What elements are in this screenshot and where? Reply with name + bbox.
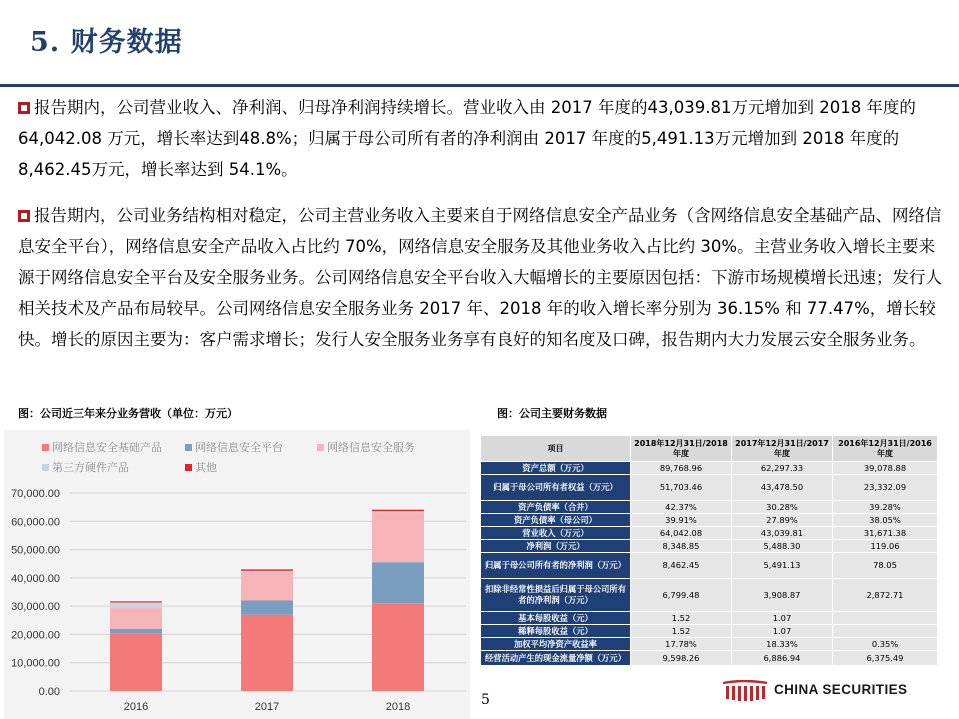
cell-2017: 43,478.50 [732,475,833,501]
x-tick-label: 2018 [385,701,411,713]
row-label: 稀释每股收益（元） [481,625,631,638]
table-row [481,514,938,527]
cell-2018: 42.37% [631,501,732,514]
cell-2018: 8,462.45 [631,553,732,579]
slide-title: 5. 财务数据 [30,27,183,58]
square-bullet-icon [18,210,30,222]
cell-2017: 5,491.13 [732,553,833,579]
bar-segment [372,562,424,603]
x-tick-label: 2017 [254,701,280,713]
y-tick-label: 10,000.00 [11,657,60,670]
col-header-2018: 2018年12月31日/2018 年度 [631,436,732,462]
paragraph-text: 报告期内，公司营业收入、净利润、归母净利润持续增长。营业收入由 2017 年度的43,039.81万元增加到 2018 年度的64,042.08 万元，增长率达到48.8%；归属于母公司所有者的净利润由 2017 年度的5,491.13万元增加到 2018 年度的8,462.45万元，增长率达到 54.1%。 [18,98,916,179]
cell-2016: 39.28% [833,501,938,514]
square-bullet-icon [18,102,30,114]
cell-2016: 38.05% [833,514,938,527]
row-label: 归属于母公司所有者的净利润（万元） [481,553,631,579]
legend-swatch [42,444,49,451]
financial-data-table [480,435,938,666]
x-tick-label: 2016 [123,701,149,713]
revenue-chart-svg [4,430,470,719]
cell-2016: 0.35% [833,638,938,651]
logo-text: CHINA SECURITIES [774,682,908,697]
cell-2017: 5,488.30 [732,540,833,553]
bar-segment [110,602,162,608]
row-label: 营业收入（万元） [481,527,631,540]
cell-2016: 2,872.71 [833,579,938,612]
legend-label: 第三方硬件产品 [52,461,129,474]
cell-2016: 119.06 [833,540,938,553]
table-row [481,625,938,638]
table-row [481,553,938,579]
cell-2018: 39.91% [631,514,732,527]
cell-2017: 6,886.94 [732,651,833,666]
bar-segment [372,512,424,562]
table-row [481,651,938,666]
cell-2018: 64,042.08 [631,527,732,540]
chart-caption: 图：公司近三年来分业务营收（单位：万元） [18,407,238,420]
table-row [481,638,938,651]
y-tick-label: 60,000.00 [11,516,60,529]
bar-segment [241,615,293,691]
bar-segment [372,603,424,691]
legend-label: 网络信息安全平台 [195,441,283,454]
bar-segment [241,569,293,570]
table-row [481,475,938,501]
cell-2016 [833,612,938,625]
table-caption: 图：公司主要财务数据 [497,407,607,420]
table-row [481,462,938,475]
cell-2017: 27.89% [732,514,833,527]
bar-segment [110,633,162,691]
row-label: 净利润（万元） [481,540,631,553]
paragraph-business-structure [18,200,943,355]
cell-2017: 30.28% [732,501,833,514]
y-tick-label: 70,000.00 [11,488,60,500]
cell-2016: 31,671.38 [833,527,938,540]
bar-segment [110,601,162,602]
china-securities-logo-icon [721,680,769,702]
paragraph-text: 报告期内，公司业务结构相对稳定，公司主营业务收入主要来自于网络信息安全产品业务（含网络信息安全基础产品、网络信息安全平台），网络信息安全产品收入占比约 70%，网络信息安全服务及其他业务收入占比约 30%。主营业务收入增长主要来源于网络信息安全平台及安全服务业务。公司网络信息安全平台收入大幅增长的主要原因包括：下游市场规模增长迅速；发行人相关技术及产品布局较早。公司网络信息安全服务业务 2017 年、2018 年的收入增长率分别为 36.15% 和 77.47%，增长较快。增长的原因主要为：客户需求增长；发行人安全服务业务享有良好的知名度及口碑，报告期内大力发展云安全服务业务。 [18,206,942,349]
bar-segment [372,510,424,511]
bar-segment [110,629,162,634]
y-tick-label: 20,000.00 [11,629,60,642]
revenue-chart [4,430,470,719]
cell-2017: 18.33% [732,638,833,651]
cell-2018: 6,799.48 [631,579,732,612]
row-label: 归属于母公司所有者权益（万元） [481,475,631,501]
cell-2017: 43,039.81 [732,527,833,540]
cell-2018: 51,703.46 [631,475,732,501]
y-tick-label: 30,000.00 [11,601,60,614]
table-row [481,612,938,625]
table-row [481,527,938,540]
paragraph-revenue-growth [18,92,943,185]
company-logo [721,679,926,703]
row-label: 资产总额（万元） [481,462,631,475]
col-header-2016: 2016年12月31日/2016 年度 [833,436,938,462]
cell-2018: 89,768.96 [631,462,732,475]
cell-2017: 1.07 [732,625,833,638]
page-number: 5 [481,692,490,708]
cell-2018: 9,598.26 [631,651,732,666]
legend-swatch [185,464,192,471]
row-label: 资产负债率（母公司） [481,514,631,527]
legend-swatch [42,464,49,471]
bar-segment [241,571,293,572]
table-header-row [481,436,938,462]
y-tick-label: 50,000.00 [11,544,60,557]
col-header-item: 项目 [481,436,631,462]
table-row [481,501,938,514]
cell-2016: 78.05 [833,553,938,579]
cell-2017: 1.07 [732,612,833,625]
row-label: 加权平均净资产收益率 [481,638,631,651]
col-header-2017: 2017年12月31日/2017 年度 [732,436,833,462]
title-divider [0,84,959,87]
cell-2016: 6,375.49 [833,651,938,666]
cell-2016 [833,625,938,638]
cell-2017: 3,908.87 [732,579,833,612]
bar-segment [110,608,162,629]
cell-2018: 17.78% [631,638,732,651]
cell-2018: 1.52 [631,612,732,625]
row-label: 基本每股收益（元） [481,612,631,625]
bar-segment [241,572,293,600]
row-label: 经营活动产生的现金流量净额（万元） [481,651,631,666]
cell-2018: 8,348.85 [631,540,732,553]
cell-2017: 62,297.33 [732,462,833,475]
bar-segment [372,511,424,512]
legend-swatch [317,444,324,451]
legend-label: 网络信息安全基础产品 [52,441,162,454]
legend-swatch [185,444,192,451]
y-tick-label: 40,000.00 [11,572,60,585]
row-label: 资产负债率（合并） [481,501,631,514]
cell-2016: 23,332.09 [833,475,938,501]
bar-segment [241,600,293,614]
y-tick-label: 0.00 [38,686,60,698]
legend-label: 网络信息安全服务 [327,441,415,454]
table-row [481,579,938,612]
legend-label: 其他 [195,461,217,474]
cell-2018: 1.52 [631,625,732,638]
table-row [481,540,938,553]
cell-2016: 39,078.88 [833,462,938,475]
row-label: 扣除非经常性损益后归属于母公司所有者的净利润（万元） [481,579,631,612]
